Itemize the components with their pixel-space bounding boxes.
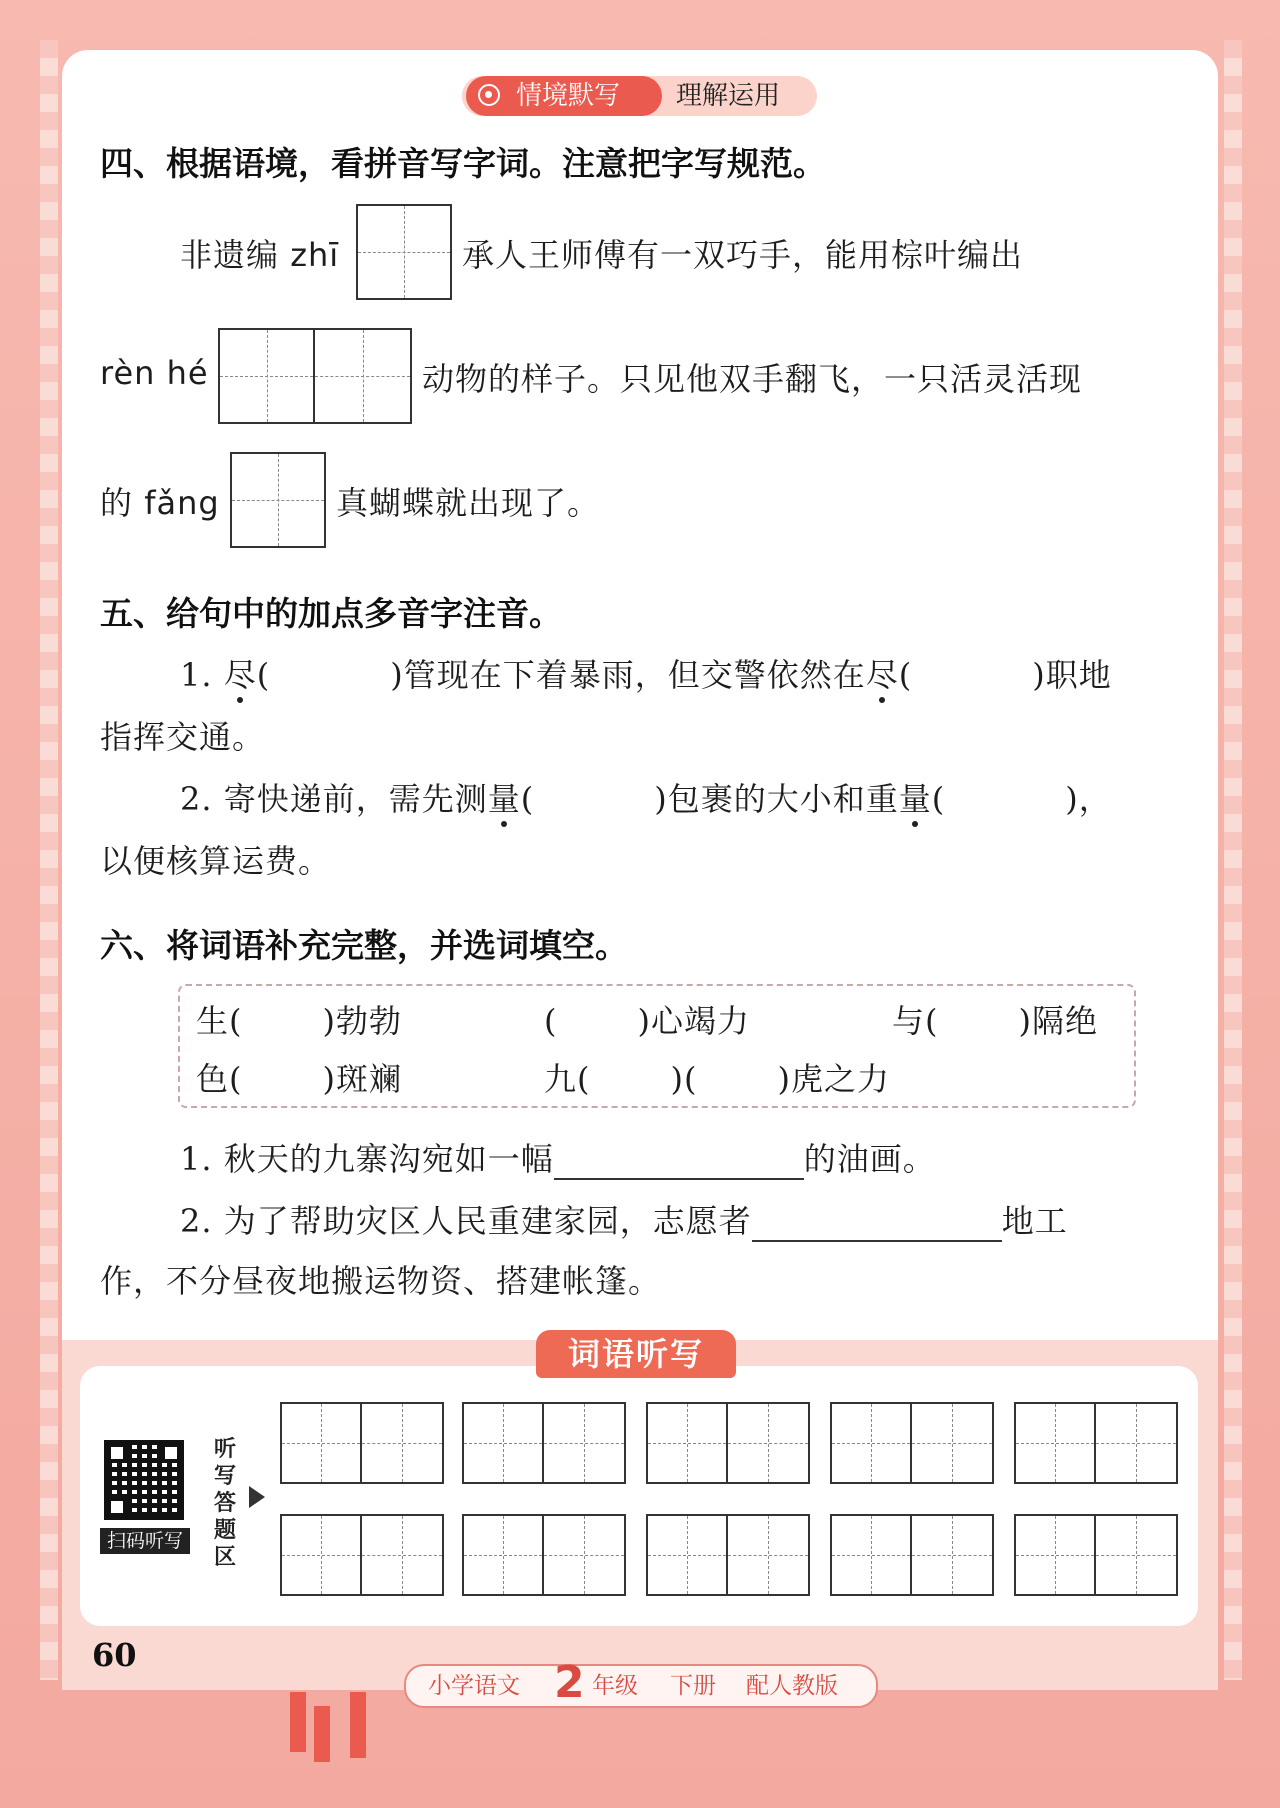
word-4-a: 色( bbox=[196, 1060, 243, 1098]
dictation-box-7[interactable] bbox=[462, 1514, 626, 1596]
tzg-cell bbox=[832, 1516, 912, 1594]
s6-q2-b: 地工 bbox=[1001, 1202, 1068, 1240]
s6-q2 bbox=[180, 1196, 1068, 1242]
qr-corner bbox=[107, 1497, 127, 1517]
s5-q2-a: 寄快递前，需先测 bbox=[223, 780, 488, 818]
left-wave-border bbox=[40, 40, 58, 1680]
qr-corner bbox=[161, 1443, 181, 1463]
answer-box-fang[interactable] bbox=[230, 452, 326, 548]
tzg-cell bbox=[1016, 1516, 1096, 1594]
pinyin-zhi: zhī bbox=[290, 236, 340, 274]
s5-q2-num: 2. bbox=[180, 780, 213, 818]
s5-q1-end: 职地 bbox=[1045, 656, 1112, 694]
tzg-cell bbox=[362, 1404, 442, 1482]
tzg-cell bbox=[648, 1516, 728, 1594]
s4-line3-prefix-text: 的 bbox=[100, 484, 134, 522]
tzg-cell bbox=[544, 1516, 624, 1594]
dictation-box-2[interactable] bbox=[462, 1402, 626, 1484]
word-3-a: 与( bbox=[892, 1002, 939, 1040]
s5-q1-line2: 指挥交通。 bbox=[100, 718, 266, 756]
dotted-char-jin-1: 尽 bbox=[223, 656, 257, 694]
s4-line1-prefix-text: 非遗编 bbox=[180, 236, 280, 274]
tzg-cell bbox=[315, 330, 410, 422]
tzg-cell bbox=[282, 1404, 362, 1482]
qr-label: 扫码听写 bbox=[100, 1528, 190, 1554]
tzg-cell bbox=[464, 1516, 544, 1594]
footer-subject: 小学语文 bbox=[428, 1673, 520, 1699]
s6-q2-a: 2. 为了帮助灾区人民重建家园，志愿者 bbox=[180, 1202, 752, 1240]
word-1[interactable] bbox=[196, 996, 402, 1042]
tzg-cell bbox=[912, 1404, 992, 1482]
s5-q1-num: 1. bbox=[180, 656, 213, 694]
tzg-cell bbox=[912, 1516, 992, 1594]
dictation-vertical-label: 听写答题区 bbox=[213, 1437, 236, 1570]
tzg-cell bbox=[358, 206, 450, 298]
page-number: 60 bbox=[92, 1636, 137, 1674]
fill-blank-2[interactable] bbox=[752, 1204, 1002, 1242]
dotted-char-jin-2: 尽 bbox=[865, 656, 899, 694]
s6-q1 bbox=[180, 1134, 936, 1180]
badge-icon bbox=[478, 84, 500, 106]
tzg-cell bbox=[362, 1516, 442, 1594]
dictation-box-1[interactable] bbox=[280, 1402, 444, 1484]
word-3[interactable] bbox=[892, 996, 1098, 1042]
word-3-b: )隔绝 bbox=[1018, 1002, 1098, 1040]
word-5[interactable] bbox=[544, 1054, 890, 1100]
dotted-char-liang-1: 量 bbox=[487, 780, 521, 818]
word-1-b: )勃勃 bbox=[322, 1002, 402, 1040]
s5-q2-mid: 包裹的大小和重 bbox=[667, 780, 899, 818]
qr-corner bbox=[107, 1443, 127, 1463]
tzg-cell bbox=[544, 1404, 624, 1482]
dictation-box-3[interactable] bbox=[646, 1402, 810, 1484]
tzg-cell bbox=[232, 454, 324, 546]
word-4[interactable] bbox=[196, 1054, 402, 1100]
word-5-c: )虎之力 bbox=[777, 1060, 890, 1098]
s6-q1-a: 1. 秋天的九寨沟宛如一幅 bbox=[180, 1140, 554, 1178]
s5-q1: 1. 尽( )管现在下着暴雨，但交警依然在尽( )职地 bbox=[180, 656, 1112, 694]
pinyin-fang: fǎng bbox=[144, 484, 220, 522]
word-5-b: )( bbox=[670, 1060, 698, 1098]
s6-q2-line2: 作，不分昼夜地搬运物资、搭建帐篷。 bbox=[100, 1262, 662, 1300]
s4-line3-suffix: 真蝴蝶就出现了。 bbox=[336, 484, 601, 522]
footer-grade: 2 bbox=[554, 1657, 585, 1708]
word-1-a: 生( bbox=[196, 1002, 243, 1040]
s5-q2: 2. 寄快递前，需先测量( )包裹的大小和重量( )， bbox=[180, 780, 1112, 818]
dotted-char-liang-2: 量 bbox=[898, 780, 932, 818]
tzg-cell bbox=[282, 1516, 362, 1594]
answer-box-ren-he[interactable] bbox=[218, 328, 412, 424]
tzg-cell bbox=[1096, 1404, 1176, 1482]
tzg-cell bbox=[728, 1516, 808, 1594]
section6-title: 六、将词语补充完整，并选词填空。 bbox=[100, 926, 628, 965]
tzg-cell bbox=[220, 330, 315, 422]
tzg-cell bbox=[832, 1404, 912, 1482]
header-left-badge bbox=[466, 76, 662, 116]
s5-q2-line2: 以便核算运费。 bbox=[100, 842, 332, 880]
word-5-a: 九( bbox=[544, 1060, 591, 1098]
arrow-right-icon bbox=[249, 1486, 265, 1508]
footer-grade-unit: 年级 bbox=[592, 1673, 638, 1699]
footer-pill bbox=[404, 1657, 878, 1708]
footer-edition: 配人教版 bbox=[746, 1673, 838, 1699]
s4-line2-suffix: 动物的样子。只见他双手翻飞，一只活灵活现 bbox=[422, 360, 1083, 398]
word-2-b: )心竭力 bbox=[637, 1002, 750, 1040]
header-left-label: 情境默写 bbox=[516, 81, 621, 111]
s5-q1-mid: 管现在下着暴雨，但交警依然在 bbox=[403, 656, 866, 694]
dictation-tab: 词语听写 bbox=[536, 1330, 736, 1378]
tzg-cell bbox=[648, 1404, 728, 1482]
s4-line1-suffix: 承人王师傅有一双巧手，能用棕叶编出 bbox=[462, 236, 1024, 274]
tzg-cell bbox=[1096, 1516, 1176, 1594]
tzg-cell bbox=[1016, 1404, 1096, 1482]
answer-box-zhi[interactable] bbox=[356, 204, 452, 300]
section5-title: 五、给句中的加点多音字注音。 bbox=[100, 594, 562, 633]
dictation-box-9[interactable] bbox=[830, 1514, 994, 1596]
header-right-label: 理解运用 bbox=[676, 81, 781, 111]
dictation-box-4[interactable] bbox=[830, 1402, 994, 1484]
s4-line3-prefix bbox=[100, 478, 220, 524]
dictation-box-10[interactable] bbox=[1014, 1514, 1178, 1596]
dictation-box-6[interactable] bbox=[280, 1514, 444, 1596]
tzg-cell bbox=[464, 1404, 544, 1482]
s6-q1-b: 的油画。 bbox=[803, 1140, 936, 1178]
s5-q2-end: ， bbox=[1078, 780, 1112, 818]
dictation-box-5[interactable] bbox=[1014, 1402, 1178, 1484]
word-4-b: )斑斓 bbox=[322, 1060, 402, 1098]
tzg-cell bbox=[728, 1404, 808, 1482]
section4-title: 四、根据语境，看拼音写字词。注意把字写规范。 bbox=[100, 144, 826, 183]
footer-volume: 下册 bbox=[670, 1673, 716, 1699]
qr-code-icon[interactable] bbox=[104, 1440, 184, 1520]
s4-line1-prefix bbox=[180, 230, 339, 276]
right-wave-border bbox=[1224, 40, 1242, 1680]
dictation-box-8[interactable] bbox=[646, 1514, 810, 1596]
decorative-bars bbox=[290, 1692, 380, 1772]
word-2-a: ( bbox=[544, 1002, 558, 1040]
word-2[interactable] bbox=[544, 996, 750, 1042]
pinyin-ren-he: rèn hé bbox=[100, 354, 209, 392]
fill-blank-1[interactable] bbox=[554, 1142, 804, 1180]
